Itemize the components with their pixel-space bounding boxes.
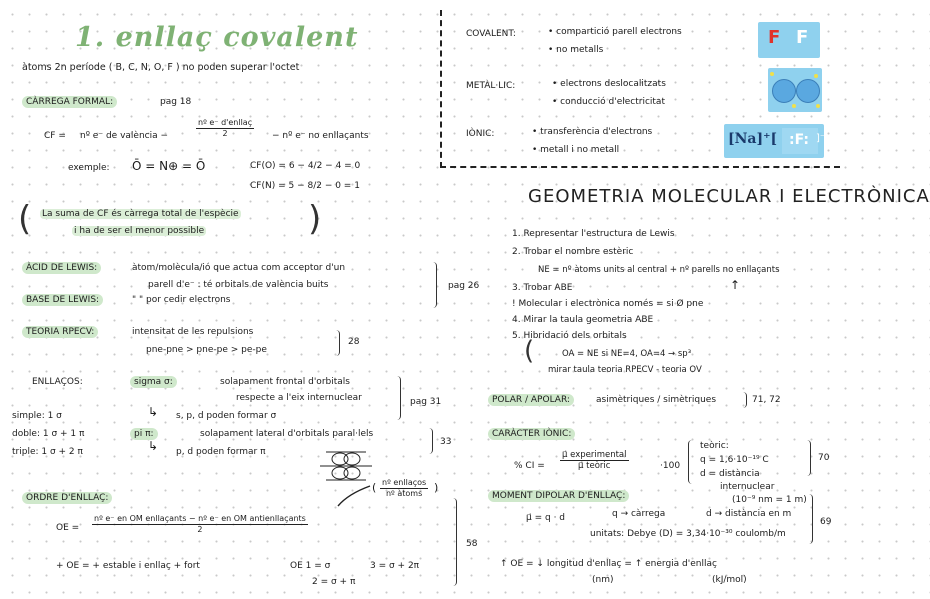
f-left-symbol: F <box>768 27 781 48</box>
geo-step-1: 1. Representar l'estructura de Lewis <box>512 229 675 239</box>
ratio-fraction <box>380 478 428 499</box>
ordre-brace <box>452 498 457 586</box>
cf-n: CF(N) = 5 − 8/2 − 0 = 1 <box>250 181 360 191</box>
acid-lewis-text-2: parell d'e⁻ : té orbitals de valència buits <box>148 280 329 290</box>
polar-brace <box>742 392 747 408</box>
last-unit-2: (kJ/mol) <box>712 575 747 585</box>
cf-frac-den: 2 <box>222 129 228 138</box>
electron-dot <box>770 72 774 76</box>
moment-page: 69 <box>820 517 832 527</box>
moment-d: d → distància en m <box>706 509 792 519</box>
lewis-brace <box>432 262 437 308</box>
oe-3: 3 = σ + 2π <box>370 561 420 571</box>
acid-lewis-text-1: àtom/molècula/ió que actua com acceptor d'un <box>132 263 346 273</box>
example-label: exemple: <box>68 163 110 173</box>
electron-dot <box>816 104 820 108</box>
ci-num: μ⃗ experimental <box>562 450 627 460</box>
ratio-close: ) <box>434 481 439 494</box>
simple-bond: simple: 1 σ <box>12 411 62 421</box>
metallic-bond-image <box>768 68 822 112</box>
ordre-page: 58 <box>466 539 478 549</box>
moment-note: (10⁻⁹ nm = 1 m) <box>732 495 807 505</box>
geo-step-5: 5. Hibridació dels orbitals <box>512 331 627 341</box>
enllacos-label: ENLLAÇOS: <box>32 377 83 387</box>
oe-2: 2 = σ + π <box>312 577 356 587</box>
example-expr: Ō = N⊕ = Ō <box>132 159 206 173</box>
ci-lhs: % CI = <box>514 461 545 471</box>
teoric-q: q = 1,6·10⁻¹⁹ C <box>700 455 769 465</box>
fluoride-ion: :F: <box>789 132 809 148</box>
lewis-page: pag 26 <box>448 281 480 291</box>
teoric-label: teòric: <box>700 441 729 451</box>
metal-item-1: • electrons deslocalitzats <box>552 79 666 89</box>
last-relation: ↑ OE = ↓ longitud d'enllaç = ↑ energia d'enllaç <box>500 559 717 569</box>
carrega-formal-page: pag 18 <box>160 97 192 107</box>
oe-num: nº e⁻ en OM enllaçants − nº e⁻ en OM antienllaçants <box>94 514 306 523</box>
metal-item-2: • conducció d'electricitat <box>552 97 665 107</box>
ionic-item-2: • metall i no metall <box>532 145 620 155</box>
teoric-brace-open <box>688 440 693 484</box>
ratio-open: ( <box>372 481 377 494</box>
covalent-item-2: • no metalls <box>548 45 604 55</box>
cf-lhs: CF = <box>44 131 66 141</box>
ratio-den: nº àtoms <box>385 489 423 498</box>
cf-part1: nº e⁻ de valència − <box>80 131 169 141</box>
moment-q: q → càrrega <box>612 509 666 519</box>
close-paren: ) <box>308 199 322 239</box>
covalent-label: COVALENT: <box>466 29 516 39</box>
ionic-label: IÒNIC: <box>466 129 495 139</box>
cf-fraction <box>196 118 254 139</box>
ci-den: μ⃗ teòric <box>578 461 611 471</box>
sigma-text-2: respecte a l'eix internuclear <box>236 393 362 403</box>
moment-units: unitats: Debye (D) = 3,34·10⁻³⁰ coulomb/m <box>590 529 786 539</box>
up-arrow-icon: ↑ <box>730 278 741 292</box>
ordre-label: ORDRE D'ENLLAÇ: <box>22 492 112 504</box>
sigma-text-1: solapament frontal d'orbitals <box>220 377 350 387</box>
metal-label: METÀL·LIC: <box>466 81 516 91</box>
ne-formula: NE = nº àtoms units al central + nº parells no enllaçants <box>538 265 780 275</box>
ionic-bond-image <box>724 124 824 158</box>
base-lewis-label: BASE DE LEWIS: <box>22 294 103 306</box>
trpecv-label: TEORIA RPECV: <box>22 326 98 338</box>
trpecv-brace <box>335 330 340 356</box>
open-paren: ( <box>18 199 32 239</box>
intro-text: àtoms 2n període ( B, C, N, O, F ) no poden superar l'octet <box>22 62 300 73</box>
moment-label: MOMENT DIPOLAR D'ENLLAÇ: <box>488 490 629 502</box>
cf-note-2: i ha de ser el menor possible <box>74 226 205 236</box>
polar-page: 71, 72 <box>752 395 781 405</box>
cf-frac-num: nº e⁻ d'enllaç <box>198 118 253 127</box>
cf-o: CF(O) = 6 − 4/2 − 4 = 0 <box>250 161 361 171</box>
oe-fraction <box>92 514 308 535</box>
oa-ne: OA = NE si NE=4, OA=4 → sp³ <box>562 349 692 359</box>
cf-note-1: La suma de CF és càrrega total de l'espècie <box>42 209 239 219</box>
ionic-charge: ]⁻ <box>816 133 826 144</box>
sigma-arrow-icon: ↳ <box>148 405 159 419</box>
mirar-taula: mirar taula teoria RPECV - teoria OV <box>548 365 702 375</box>
cf-part2: − nº e⁻ no enllaçants <box>272 131 369 141</box>
moment-brace <box>808 494 813 544</box>
ratio-num: nº enllaços <box>382 478 427 487</box>
last-unit-1: (nm) <box>592 575 614 585</box>
polar-text: asimètriques / simètriques <box>596 395 717 405</box>
hybrid-bracket: ( <box>524 336 535 366</box>
doble-bond: doble: 1 σ + 1 π <box>12 429 85 439</box>
ionic-char-label: CARÀCTER IÒNIC: <box>488 428 575 440</box>
trpecv-text-2: pne-pne > pne-pe > pe-pe <box>146 345 267 355</box>
pi-label: pi π: <box>130 428 158 440</box>
f-right-symbol: F <box>796 27 809 48</box>
polar-label: POLAR / APOLAR: <box>488 394 574 406</box>
pi-brace <box>428 428 433 454</box>
geo-step-4: 4. Mirar la taula geometria ABE <box>512 315 654 325</box>
geometria-title: GEOMETRIA MOLECULAR I ELECTRÒNICA <box>528 186 930 207</box>
metal-cation-right <box>796 79 820 103</box>
oe-1: OE 1 = σ <box>290 561 331 571</box>
pi-orbital-icon <box>318 448 374 484</box>
metal-cation-left <box>772 79 796 103</box>
geo-step-2: 2. Trobar el nombre estèric <box>512 247 634 257</box>
base-lewis-text: " " por cedir electrons <box>132 295 231 305</box>
page-title: 1. enllaç covalent <box>75 22 359 53</box>
ionic-item-1: • transferència d'electrons <box>532 127 653 137</box>
check-arrow-icon <box>336 484 372 508</box>
moment-formula: μ⃗ = q · d <box>526 513 565 523</box>
teoric-d2: internuclear <box>720 482 775 492</box>
teoric-d1: d = distància <box>700 469 760 479</box>
ci-fraction <box>560 450 629 471</box>
fluoride-box <box>782 128 818 154</box>
oe-lhs: OE = <box>56 523 80 533</box>
ci-mult: ·100 <box>660 461 681 471</box>
electron-dot <box>814 74 818 78</box>
vertical-divider <box>440 10 442 168</box>
electron-dot <box>792 104 796 108</box>
pi-text-2: p, d poden formar π <box>176 447 266 457</box>
pi-text-1: solapament lateral d'orbitals paral·lels <box>200 429 374 439</box>
geo-step-3: 3. Trobar ABE <box>512 283 573 293</box>
sigma-label: sigma σ: <box>130 376 177 388</box>
trpecv-page: 28 <box>348 337 360 347</box>
sigma-text-3: s, p, d poden formar σ <box>176 411 277 421</box>
trpecv-text-1: intensitat de les repulsions <box>132 327 254 337</box>
page-33: 33 <box>440 437 452 447</box>
f2-lewis-image <box>758 22 820 58</box>
acid-lewis-label: ÀCID DE LEWIS: <box>22 262 101 274</box>
oe-den: 2 <box>197 525 203 534</box>
ionic-char-brace <box>806 440 811 476</box>
horizontal-divider <box>440 166 840 168</box>
page-31: pag 31 <box>410 397 442 407</box>
sodium-ion: [Na]⁺[ <box>728 131 778 147</box>
covalent-item-1: • compartició parell electrons <box>548 27 682 37</box>
triple-bond: triple: 1 σ + 2 π <box>12 447 83 457</box>
oe-more: + OE = + estable i enllaç + fort <box>56 561 200 571</box>
pi-arrow-icon: ↳ <box>148 439 159 453</box>
geo-step-excl: ! Molecular i electrònica només = si Ø pne <box>512 299 704 309</box>
sigma-brace <box>396 376 401 420</box>
carrega-formal-label: CÀRREGA FORMAL: <box>22 96 117 108</box>
ionic-char-page: 70 <box>818 453 830 463</box>
